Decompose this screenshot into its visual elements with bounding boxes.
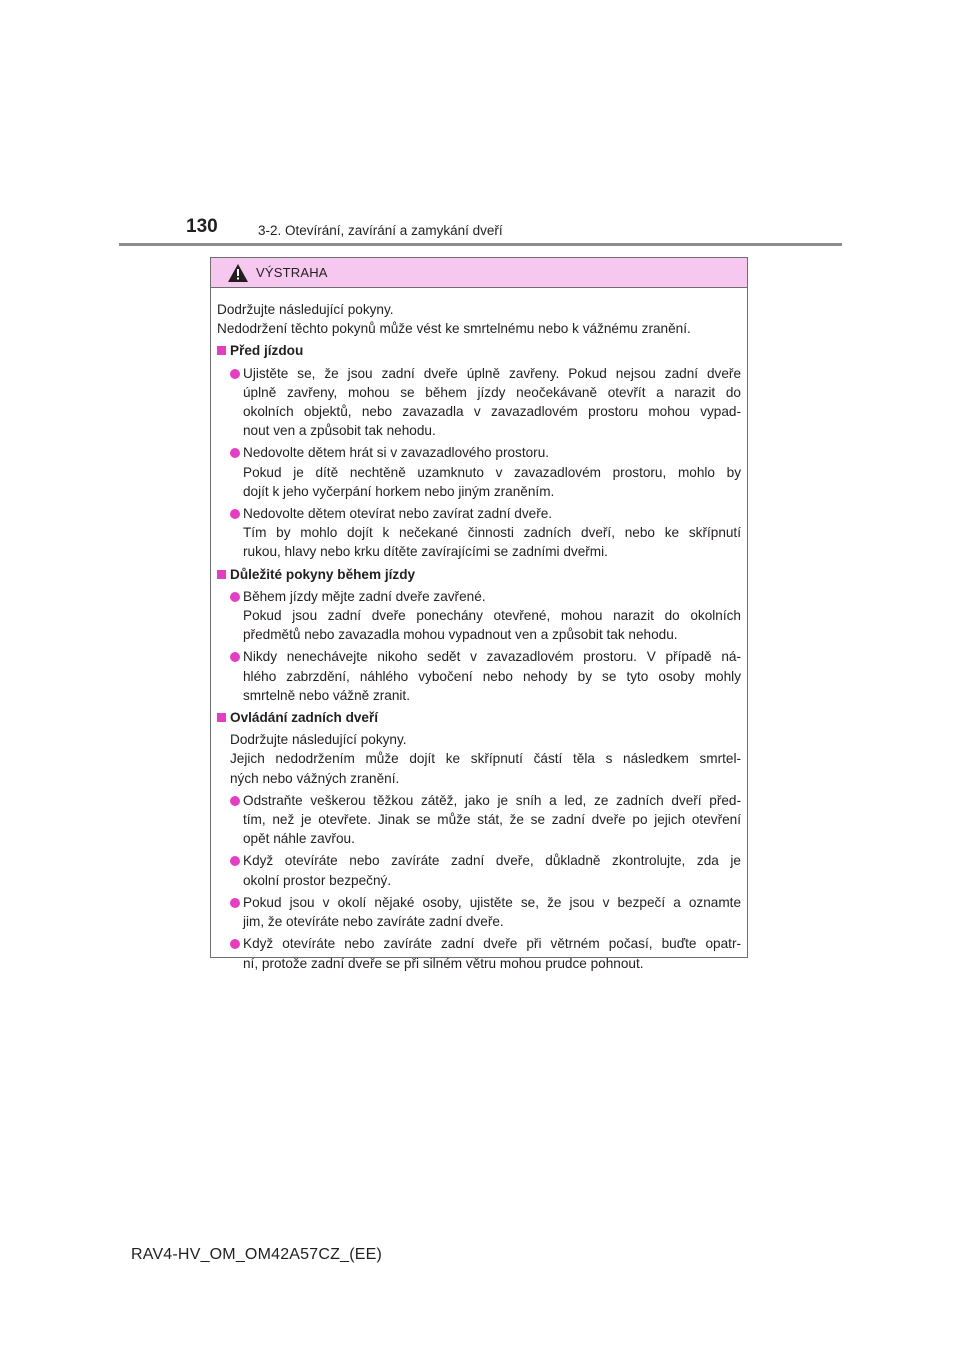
text-line: Pokud jsou zadní dveře ponechány otevřené, mohou narazit do okolních xyxy=(243,608,741,624)
manual-code: RAV4-HV_OM_OM42A57CZ_(EE) xyxy=(131,1246,382,1263)
square-bullet-icon xyxy=(217,346,226,355)
text-line: opět náhle zavřou. xyxy=(243,831,355,847)
page-number: 130 xyxy=(186,216,218,237)
round-bullet-icon xyxy=(230,856,240,866)
text-line: úplně zavřeny, mohou se během jízdy neočekávaně otevřít a narazit do xyxy=(243,384,741,400)
text-line: Jejich nedodržením může dojít ke skřípnutí částí těla s následkem smrtel- xyxy=(230,751,741,767)
text-line: okolních objektů, nebo zavazadla v zavazadlovém prostoru mohou vypad- xyxy=(243,404,741,420)
bullet-item xyxy=(217,791,741,849)
warning-body xyxy=(211,288,747,973)
section-text xyxy=(217,730,741,788)
text-line: ní, protože zadní dveře se při silném větru mohou prudce pohnout. xyxy=(243,955,644,971)
round-bullet-icon xyxy=(230,652,240,662)
section-heading-text: Důležité pokyny během jízdy xyxy=(230,566,416,582)
text-line: okolní prostor bezpečný. xyxy=(243,872,392,888)
section-heading-text: Před jízdou xyxy=(230,343,304,359)
square-bullet-icon xyxy=(217,713,226,722)
text-line: Ujistěte se, že jsou zadní dveře úplně zavřeny. Pokud nejsou zadní dveře xyxy=(243,365,741,381)
bullet-item xyxy=(217,934,741,972)
text-line: Dodržujte následující pokyny. xyxy=(217,302,394,317)
bullet-item xyxy=(217,647,741,705)
text-line: hlého zabrzdění, náhlého vybočení nebo nehody by se tyto osoby mohly xyxy=(243,668,741,684)
header-rule xyxy=(119,243,842,246)
section-heading-text: Ovládání zadních dveří xyxy=(230,710,379,726)
warning-title: VÝSTRAHA xyxy=(256,265,328,280)
text-line: Nedovolte dětem hrát si v zavazadlového prostoru. xyxy=(243,445,550,461)
bullet-item xyxy=(217,851,741,889)
round-bullet-icon xyxy=(230,939,240,949)
text-line: nout ven a způsobit tak nehodu. xyxy=(243,423,436,439)
text-line: Během jízdy mějte zadní dveře zavřené. xyxy=(243,588,486,604)
text-line: předmětů nebo zavazadla mohou vypadnout ven a způsobit tak nehodu. xyxy=(243,627,678,643)
warning-triangle-icon xyxy=(228,264,248,287)
warning-header xyxy=(211,258,747,288)
text-line: jim, že otevíráte nebo zavíráte zadní dveře. xyxy=(243,914,504,930)
text-line: Nedodržení těchto pokynů může vést ke smrtelnému nebo k vážnému zranění. xyxy=(217,321,691,337)
warning-intro xyxy=(217,300,741,338)
bullet-item xyxy=(217,504,741,562)
bullet-item xyxy=(217,364,741,441)
round-bullet-icon xyxy=(230,592,240,602)
bullet-item xyxy=(217,587,741,645)
warning-box xyxy=(210,257,748,971)
text-line: Nikdy nenechávejte nikoho sedět v zavazadlovém prostoru. V případě ná- xyxy=(243,649,741,665)
text-line: Pokud jsou v okolí nějaké osoby, ujistěte se, že jsou v bezpečí a oznamte xyxy=(243,894,741,910)
text-line: Odstraňte veškerou těžkou zátěž, jako je sníh a led, ze zadních dveří před- xyxy=(243,792,741,808)
text-line: Tím by mohlo dojít k nečekané činnosti zadních dveří, nebo ke skřípnutí xyxy=(243,525,741,541)
round-bullet-icon xyxy=(230,448,240,458)
text-line: dojít k jeho vyčerpání horkem nebo jiným zraněním. xyxy=(243,483,555,499)
text-line: tím, než je otevřete. Jinak se může stát, že se zadní dveře po jejich otevření xyxy=(243,812,741,828)
section-heading xyxy=(217,565,741,584)
text-line: Když otevíráte nebo zavíráte zadní dveře, důkladně zkontrolujte, zda je xyxy=(243,853,741,869)
bullet-item xyxy=(217,443,741,501)
square-bullet-icon xyxy=(217,570,226,579)
text-line: Nedovolte dětem otevírat nebo zavírat zadní dveře. xyxy=(243,506,553,522)
text-line: Dodržujte následující pokyny. xyxy=(230,732,407,748)
section-heading xyxy=(217,341,741,360)
round-bullet-icon xyxy=(230,369,240,379)
text-line: rukou, hlavy nebo krku dítěte zavírajícími se zadními dveřmi. xyxy=(243,544,608,560)
text-line: Pokud je dítě nechtěně uzamknuto v zavazadlovém prostoru, mohlo by xyxy=(243,464,741,480)
text-line: Když otevíráte nebo zavíráte zadní dveře při větrném počasí, buďte opatr- xyxy=(243,936,741,952)
round-bullet-icon xyxy=(230,796,240,806)
chapter-title: 3-2. Otevírání, zavírání a zamykání dveří xyxy=(258,223,503,238)
round-bullet-icon xyxy=(230,898,240,908)
bullet-item xyxy=(217,893,741,931)
section-heading xyxy=(217,708,741,727)
text-line: smrtelně nebo vážně zranit. xyxy=(243,687,410,703)
round-bullet-icon xyxy=(230,509,240,519)
text-line: ných nebo vážných zranění. xyxy=(230,770,400,786)
